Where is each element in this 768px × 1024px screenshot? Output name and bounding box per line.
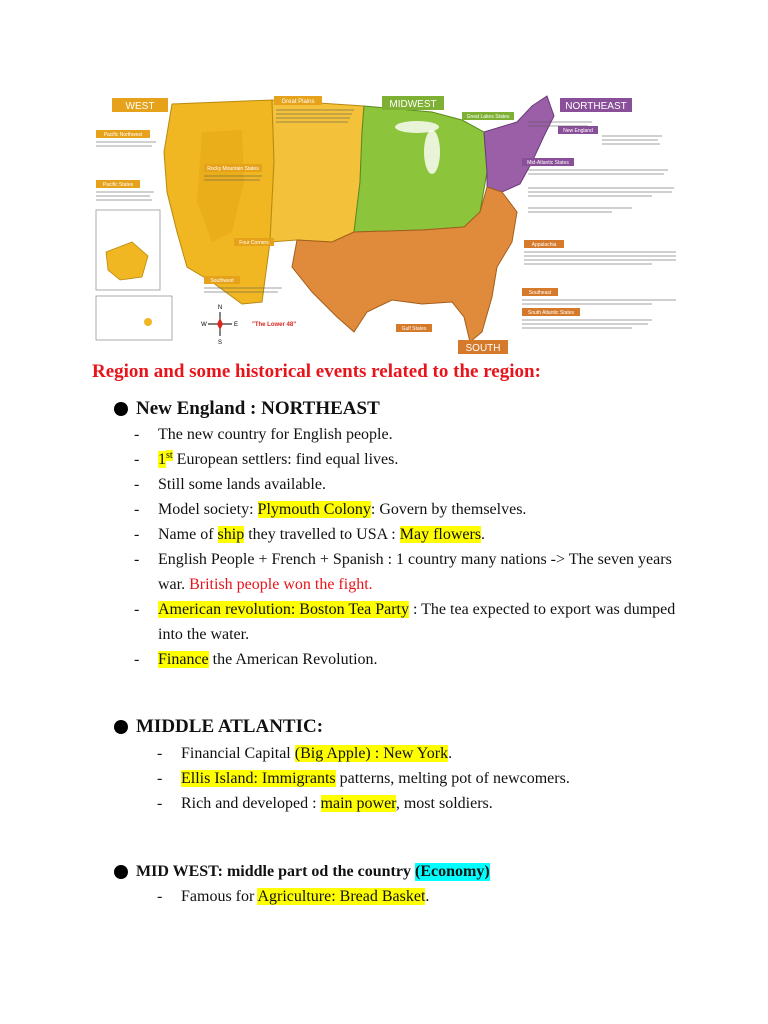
southwest-label: Southwest [210,278,234,284]
list-item: - American revolution: Boston Tea Party : The tea expected to export was dumped into the water. [134,601,676,643]
list-item: - English People + French + Spanish : 1 country many nations -> The seven years war. British people won the fight. [134,551,672,593]
bullet-icon [114,720,128,734]
great-plains-label: Great Plains [281,99,315,105]
section-mid-west [114,860,681,909]
section-title-text: MIDDLE ATLANTIC: [136,716,324,737]
list-item: - Financial Capital (Big Apple) : New York. [157,745,453,762]
section-title [114,860,681,884]
south-atlantic-label: South Atlantic States [527,310,575,316]
southeast-label: Southeast [528,290,552,296]
list-item: - The new country for English people. [134,426,393,443]
northeast-region [484,96,554,192]
south-banner-label: SOUTH [465,343,501,354]
compass-w: W [201,322,207,328]
list-item: - 1st European settlers: find equal lives. [134,449,399,468]
pacific-northwest-label: Pacific Northwest [103,132,143,138]
list-item: - Name of ship they travelled to USA : May flowers. [134,526,486,543]
new-england-label: New England [563,128,593,134]
section-title [114,713,681,741]
hawaii-shape [144,318,152,326]
northeast-banner-label: NORTHEAST [565,101,627,112]
midwest-banner-label: MIDWEST [389,99,437,110]
compass-rose-icon [208,312,232,336]
section-title-text: New England : NORTHEAST [136,398,380,419]
compass-e: E [233,322,239,328]
compass-n: N [217,305,223,311]
section-heading: Region and some historical events related to the region: [92,361,541,382]
gulf-states-label: Gulf States [401,326,427,332]
list-item: - Still some lands available. [134,476,326,493]
item-list [157,884,681,909]
pacific-states-label: Pacific States [102,182,134,188]
appalachia-label: Appalachia [531,242,557,248]
mid-atlantic-label: Mid-Atlantic States [527,160,569,166]
list-item: - Model society: Plymouth Colony: Govern by themselves. [134,501,527,518]
list-item: - Famous for Agriculture: Bread Basket. [157,888,430,905]
section-title-highlight: (Economy) [414,863,490,880]
great-plains-region [270,100,364,242]
four-corners-label: Four Corners [239,240,269,246]
west-banner-label: WEST [125,101,155,112]
section-title-text: MID WEST: middle part od the country [136,863,415,880]
list-item: - Finance the American Revolution. [134,651,378,668]
compass-s: S [217,340,223,346]
section-title [114,396,678,422]
item-list [157,741,681,816]
great-lakes-label: Great Lakes States [466,114,510,120]
list-item: - Ellis Island: Immigrants patterns, melting pot of newcomers. [157,770,570,787]
hawaii-inset [96,296,172,340]
us-regions-map [92,92,680,356]
bullet-icon [114,402,128,416]
rocky-mountain-label: Rocky Mountain States [207,166,259,172]
lake-superior [395,121,439,133]
lower48-label: "The Lower 48" [252,322,297,328]
item-list [134,422,678,672]
bullet-icon [114,865,128,879]
section-middle-atlantic [114,713,681,816]
lake-michigan [424,130,440,174]
section-new-england [114,396,678,672]
list-item: - Rich and developed : main power, most soldiers. [157,795,493,812]
